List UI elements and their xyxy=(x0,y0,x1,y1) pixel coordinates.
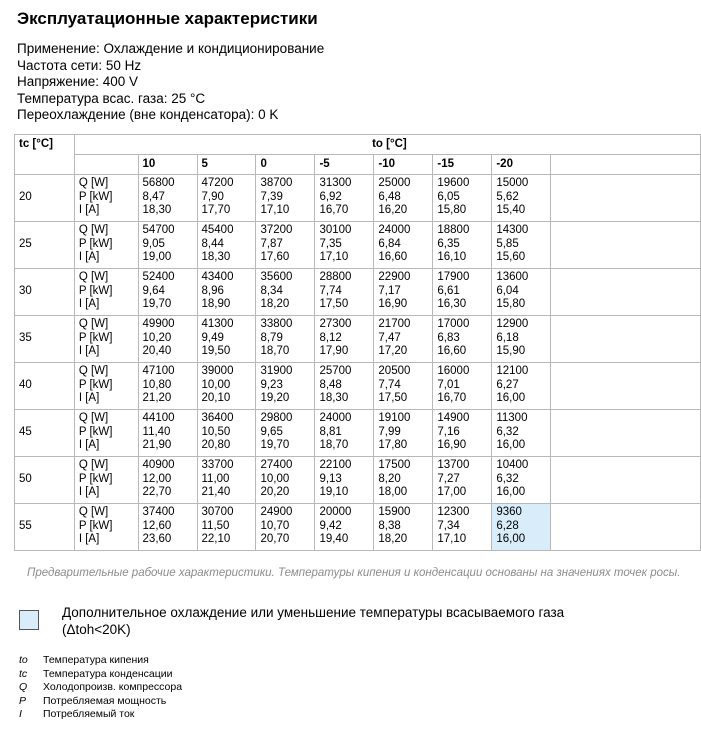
data-cell: 36400 10,50 20,80 xyxy=(197,410,256,457)
data-cell: 43400 8,96 18,90 xyxy=(197,269,256,316)
row-units-label: Q [W] P [kW] I [A] xyxy=(74,175,138,222)
data-cell: 17000 6,83 16,60 xyxy=(433,316,492,363)
definitions-list xyxy=(19,654,182,722)
data-cell: 54700 9,05 19,00 xyxy=(138,222,197,269)
row-units-label: Q [W] P [kW] I [A] xyxy=(74,222,138,269)
to-value-header: -10 xyxy=(374,155,433,175)
table-row xyxy=(15,269,701,316)
data-cell: 24000 6,84 16,60 xyxy=(374,222,433,269)
performance-table xyxy=(14,134,701,551)
data-cell: 47200 7,90 17,70 xyxy=(197,175,256,222)
data-cell: 30100 7,35 17,10 xyxy=(315,222,374,269)
table-row xyxy=(15,504,701,551)
definition-symbol: Q xyxy=(19,681,28,693)
empty-cell xyxy=(551,175,701,222)
data-cell: 37200 7,87 17,60 xyxy=(256,222,315,269)
empty-header-cell xyxy=(551,155,701,175)
empty-cell xyxy=(551,410,701,457)
definition-symbol: to xyxy=(19,654,28,666)
table-row xyxy=(15,363,701,410)
tc-value: 40 xyxy=(15,363,75,410)
tc-header: tc [°C] xyxy=(15,135,75,175)
data-cell: 35600 8,34 18,20 xyxy=(256,269,315,316)
data-cell: 17500 8,20 18,00 xyxy=(374,457,433,504)
definition-symbol: P xyxy=(19,694,27,707)
table-row xyxy=(15,457,701,504)
data-cell: 21700 7,47 17,20 xyxy=(374,316,433,363)
param-frequency: Частота сети: 50 Hz xyxy=(17,57,142,73)
empty-cell xyxy=(551,363,701,410)
definition-text: Потребляемая мощность xyxy=(43,694,167,707)
data-cell: 19100 7,99 17,80 xyxy=(374,410,433,457)
definition-symbol: tc xyxy=(19,667,28,680)
row-units-label: Q [W] P [kW] I [A] xyxy=(74,504,138,551)
empty-cell xyxy=(551,316,701,363)
definition-symbol: I xyxy=(19,708,22,720)
to-value-header: 0 xyxy=(256,155,315,175)
definition-item xyxy=(19,695,182,709)
definition-text: Температура конденсации xyxy=(43,667,173,680)
row-units-label: Q [W] P [kW] I [A] xyxy=(74,316,138,363)
definition-item xyxy=(19,681,182,695)
definition-text: Потребляемый ток xyxy=(43,708,135,720)
to-value-header: -15 xyxy=(433,155,492,175)
data-cell: 49900 10,20 20,40 xyxy=(138,316,197,363)
data-cell: 56800 8,47 18,30 xyxy=(138,175,197,222)
definition-item xyxy=(19,654,182,668)
data-cell: 25700 8,48 18,30 xyxy=(315,363,374,410)
data-cell: 12900 6,18 15,90 xyxy=(492,316,551,363)
definition-item xyxy=(19,668,182,682)
data-cell: 24000 8,81 18,70 xyxy=(315,410,374,457)
empty-cell xyxy=(551,269,701,316)
definition-text: Температура кипения xyxy=(43,654,149,666)
data-cell: 33700 11,00 21,40 xyxy=(197,457,256,504)
data-cell: 9360 6,28 16,00 xyxy=(492,504,551,551)
empty-cell xyxy=(551,457,701,504)
definition-item xyxy=(19,708,182,722)
tc-value: 35 xyxy=(15,316,75,363)
tc-value: 20 xyxy=(15,175,75,222)
data-cell: 13700 7,27 17,00 xyxy=(433,457,492,504)
definition-text: Холодопроизв. компрессора xyxy=(43,681,183,693)
data-cell: 22900 7,17 16,90 xyxy=(374,269,433,316)
data-cell: 30700 11,50 22,10 xyxy=(197,504,256,551)
data-cell: 19600 6,05 15,80 xyxy=(433,175,492,222)
param-suction-temp: Температура всас. газа: 25 °C xyxy=(17,90,206,106)
row-units-label: Q [W] P [kW] I [A] xyxy=(74,410,138,457)
tc-value: 50 xyxy=(15,457,75,504)
data-cell: 16000 7,01 16,70 xyxy=(433,363,492,410)
tc-value: 45 xyxy=(15,410,75,457)
page-title: Эксплуатационные характеристики xyxy=(17,9,318,28)
to-value-header: 10 xyxy=(138,155,197,175)
preliminary-note: Предварительные рабочие характеристики. Температуры кипения и конденсации основаны на значениях точек росы. xyxy=(27,567,681,579)
data-cell: 10400 6,32 16,00 xyxy=(492,457,551,504)
data-cell: 27400 10,00 20,20 xyxy=(256,457,315,504)
data-cell: 14300 5,85 15,60 xyxy=(492,222,551,269)
data-cell: 40900 12,00 22,70 xyxy=(138,457,197,504)
tc-value: 30 xyxy=(15,269,75,316)
data-cell: 28800 7,74 17,50 xyxy=(315,269,374,316)
data-cell: 29800 9,65 19,70 xyxy=(256,410,315,457)
tc-value: 55 xyxy=(15,504,75,551)
row-units-label: Q [W] P [kW] I [A] xyxy=(74,269,138,316)
data-cell: 25000 6,48 16,20 xyxy=(374,175,433,222)
to-header: to [°C] xyxy=(74,135,700,155)
data-cell: 45400 8,44 18,30 xyxy=(197,222,256,269)
data-cell: 12300 7,34 17,10 xyxy=(433,504,492,551)
table-row xyxy=(15,410,701,457)
row-units-label: Q [W] P [kW] I [A] xyxy=(74,363,138,410)
data-cell: 20000 9,42 19,40 xyxy=(315,504,374,551)
to-value-header: -5 xyxy=(315,155,374,175)
data-cell: 44100 11,40 21,90 xyxy=(138,410,197,457)
data-cell: 15900 8,38 18,20 xyxy=(374,504,433,551)
param-voltage: Напряжение: 400 V xyxy=(17,74,139,89)
table-row xyxy=(15,175,701,222)
data-cell: 22100 9,13 19,10 xyxy=(315,457,374,504)
data-cell: 27300 8,12 17,90 xyxy=(315,316,374,363)
label-header-cell xyxy=(74,155,138,175)
data-cell: 14900 7,16 16,90 xyxy=(433,410,492,457)
data-cell: 39000 10,00 20,10 xyxy=(197,363,256,410)
data-cell: 15000 5,62 15,40 xyxy=(492,175,551,222)
param-subcooling: Переохлаждение (вне конденсатора): 0 K xyxy=(17,107,279,122)
data-cell: 13600 6,04 15,80 xyxy=(492,269,551,316)
data-cell: 33800 8,79 18,70 xyxy=(256,316,315,363)
data-cell: 41300 9,49 19,50 xyxy=(197,316,256,363)
row-units-label: Q [W] P [kW] I [A] xyxy=(74,457,138,504)
data-cell: 11300 6,32 16,00 xyxy=(492,410,551,457)
highlight-legend-swatch xyxy=(19,610,39,630)
data-cell: 12100 6,27 16,00 xyxy=(492,363,551,410)
parameters-block xyxy=(17,41,324,124)
table-row xyxy=(15,222,701,269)
highlight-legend-text: Дополнительное охлаждение или уменьшение температуры всасываемого газа (Δtoh<20K) xyxy=(62,605,565,637)
empty-cell xyxy=(551,504,701,551)
data-cell: 37400 12,60 23,60 xyxy=(138,504,197,551)
empty-cell xyxy=(551,222,701,269)
data-cell: 31300 6,92 16,70 xyxy=(315,175,374,222)
data-cell: 17900 6,61 16,30 xyxy=(433,269,492,316)
param-application: Применение: Охлаждение и кондиционирование xyxy=(17,41,325,56)
tc-value: 25 xyxy=(15,222,75,269)
data-cell: 31900 9,23 19,20 xyxy=(256,363,315,410)
data-cell: 52400 9,64 19,70 xyxy=(138,269,197,316)
to-value-header: -20 xyxy=(492,155,551,175)
table-row xyxy=(15,316,701,363)
data-cell: 24900 10,70 20,70 xyxy=(256,504,315,551)
data-cell: 18800 6,35 16,10 xyxy=(433,222,492,269)
data-cell: 38700 7,39 17,10 xyxy=(256,175,315,222)
data-cell: 47100 10,80 21,20 xyxy=(138,363,197,410)
data-cell: 20500 7,74 17,50 xyxy=(374,363,433,410)
to-value-header: 5 xyxy=(197,155,256,175)
